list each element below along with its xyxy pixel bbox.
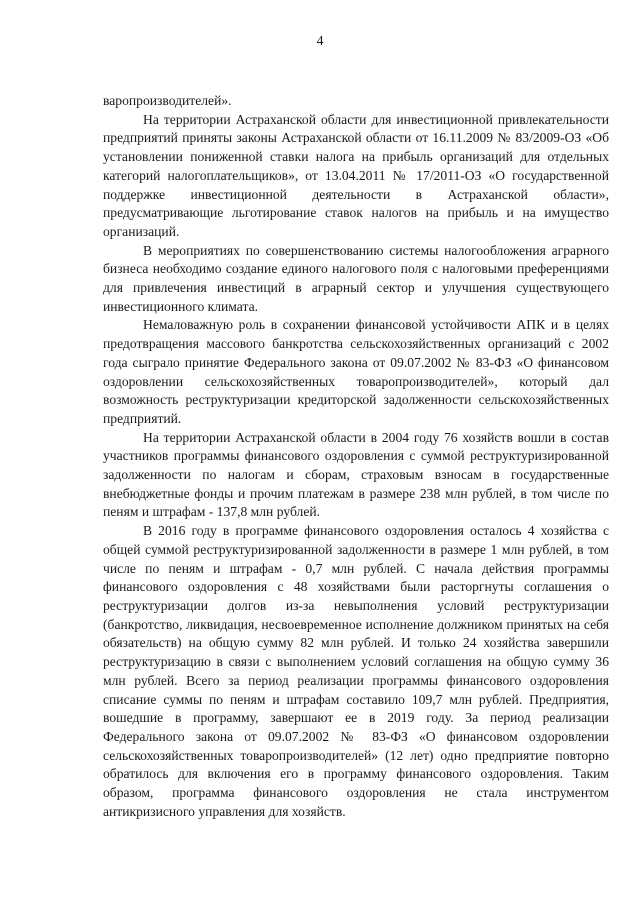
paragraph-continuation: варопроизводителей». bbox=[103, 93, 232, 108]
paragraph-2004-participants: На территории Астраханской области в 2004 году 76 хозяйств вошли в состав участников программы финансового оздоровления с суммой реструктуризированной задолженности по налогам и сборам, страховым взносам в государственные внебюджетные фонды и прочим платежам в размере 238 млн рублей, в том числе по пеням и штрафам - 137,8 млн рублей. bbox=[103, 429, 609, 520]
page-number: 4 bbox=[316, 34, 324, 49]
paragraph-2016-results: В 2016 году в программе финансового оздоровления осталось 4 хозяйства с общей суммой реструктуризированной задолженности в размере 1 млн рублей, в том числе по пеням и штрафам - 0,7 млн рублей. С начала действия программы финансового оздоровления с 48 хозяйствами были расторгнуты соглашения о реструктуризации долгов из-за невыполнения условий реструктуризации (банкротство, ликвидация, несвоевременное исполнение должником принятых на себя обязательств) на общую сумму 82 млн рублей. И только 24 хозяйства завершили реструктуризацию в связи с выполнением условий соглашения на общую сумму 36 млн рублей. Всего за период реализации программы финансового оздоровления списание суммы по пеням и штрафам составило 109,7 млн рублей. Предприятия, вошедшие в программу, завершают ее в 2019 году. За период реализации Федерального закона от 09.07.2002 № 83-ФЗ «О финансовом оздоровлении сельскохозяйственных товаропроизводителей» (12 лет) одно предприятие повторно обратилось для включения его в программу финансового оздоровления. Таким образом, программа финансового оздоровления не стала инструментом антикризисного управления для хозяйств. bbox=[103, 523, 609, 819]
document-body bbox=[103, 92, 609, 821]
paragraph-regional-laws: На территории Астраханской области для инвестиционной привлекательности предприятий приняты законы Астраханской области от 16.11.2009 № 83/2009-ОЗ «Об установлении пониженной ставки налога на прибыль организаций для отдельных категорий налогоплательщиков», от 13.04.2011 № 17/2011-ОЗ «О государственной поддержке инвестиционной деятельности в Астраханской области», предусматривающие льготирование ставок налогов на прибыль и на имущество организаций. bbox=[103, 111, 609, 239]
paragraph-federal-law: Немаловажную роль в сохранении финансовой устойчивости АПК и в целях предотвращения массового банкротства сельскохозяйственных организаций с 2002 года сыграло принятие Федерального закона от 09.07.2002 № 83-ФЗ «О финансовом оздоровлении сельскохозяйственных товаропроизводителей», который дал возможность реструктуризации кредиторской задолженности сельскохозяйственных предприятий. bbox=[103, 317, 609, 426]
paragraph-tax-system: В мероприятиях по совершенствованию системы налогообложения аграрного бизнеса необходимо создание единого налогового поля с налоговыми преференциями для привлечения инвестиций в аграрный сектор и улучшения существующего инвестиционного климата. bbox=[103, 242, 609, 314]
